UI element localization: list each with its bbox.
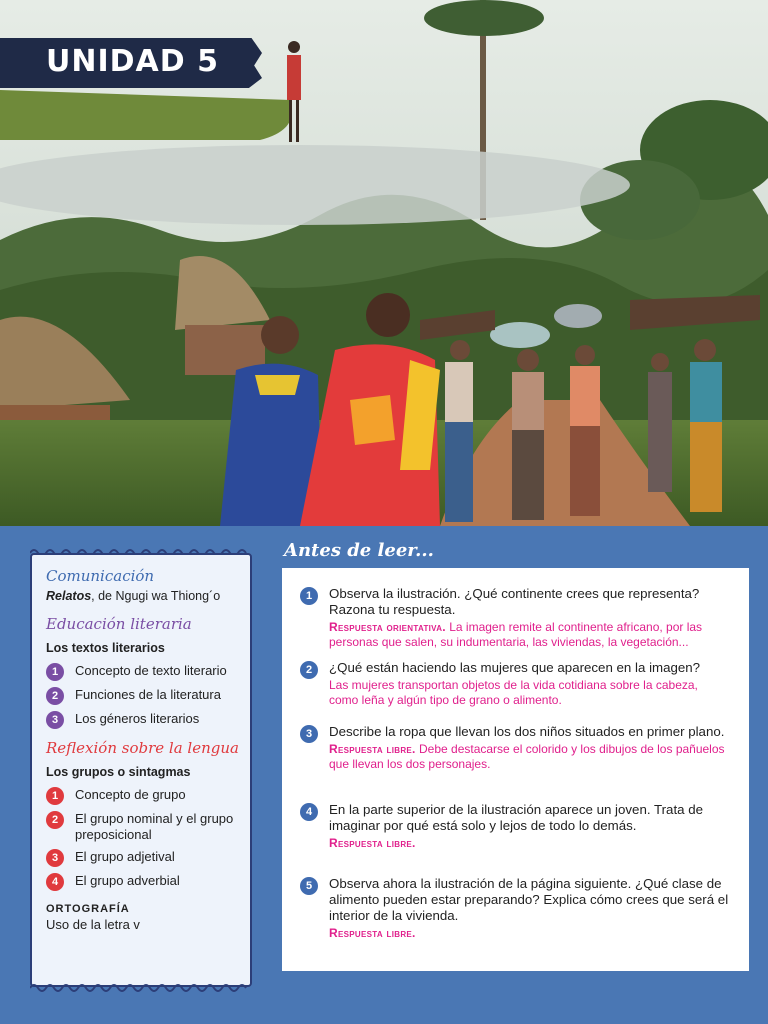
item-number: 2 <box>46 687 64 705</box>
answer-text: Debe destacarse el colorido y los dibujos de los pañuelos que llevan los dos personajes. <box>329 742 725 771</box>
question-answer <box>329 836 730 851</box>
answer-label: Respuesta libre. <box>329 926 416 940</box>
list-item <box>46 811 246 843</box>
questions-heading: Antes de leer... <box>284 540 434 561</box>
answer-label: Respuesta libre. <box>329 836 416 850</box>
answer-label: Respuesta libre. <box>329 742 416 756</box>
answer-text: La imagen remite al continente africano, por las personas que salen, su indumentaria, las viviendas, la vegetación... <box>329 620 703 649</box>
list-item <box>46 687 246 705</box>
ortografia-title: ORTOGRAFÍA <box>46 903 130 915</box>
relatos-title: Relatos <box>46 589 92 603</box>
list-item <box>46 849 246 867</box>
questions-panel <box>282 568 749 971</box>
question-item <box>300 586 730 650</box>
reflexion-subtitle: Los grupos o sintagmas <box>46 765 191 779</box>
question-text: ¿Qué están haciendo las mujeres que aparecen en la imagen? <box>329 660 701 675</box>
question-answer <box>329 742 730 772</box>
item-label: El grupo adjetival <box>75 849 175 864</box>
item-label: Concepto de texto literario <box>75 663 227 678</box>
list-item <box>46 663 246 681</box>
item-label: Concepto de grupo <box>75 787 186 802</box>
answer-label: Respuesta orientativa. <box>329 620 446 634</box>
ortografia-text: Uso de la letra v <box>46 917 140 932</box>
item-label: Funciones de la literatura <box>75 687 221 702</box>
question-text: En la parte superior de la ilustración aparece un joven. Trata de imaginar por qué está solo y lejos de todo lo demás. <box>329 802 704 833</box>
relatos-author: , de Ngugi wa Thiong´o <box>91 589 221 603</box>
item-number: 4 <box>46 873 64 891</box>
item-number: 2 <box>46 811 64 829</box>
question-item <box>300 724 730 772</box>
section-title-comunicacion: Comunicación <box>46 567 155 585</box>
question-number: 5 <box>300 877 318 895</box>
section-title-educacion: Educación literaria <box>46 615 192 633</box>
item-number: 3 <box>46 849 64 867</box>
relatos-line <box>46 589 246 603</box>
unit-title: UNIDAD 5 <box>46 44 219 79</box>
item-label: El grupo nominal y el grupo preposicional <box>75 811 234 842</box>
card-bottom-decoration <box>30 981 252 995</box>
question-text: Observa ahora la ilustración de la página siguiente. ¿Qué clase de alimento pueden estar preparando? Explica cómo crees que será el interior de la vivienda. <box>329 876 729 923</box>
question-text: Describe la ropa que llevan los dos niños situados en primer plano. <box>329 724 725 739</box>
question-number: 3 <box>300 725 318 743</box>
list-item <box>46 873 246 891</box>
question-number: 1 <box>300 587 318 605</box>
question-number: 2 <box>300 661 318 679</box>
answer-text: Las mujeres transportan objetos de la vida cotidiana sobre la cabeza, como leña y algún tipo de grano o alimento. <box>329 678 698 707</box>
list-item <box>46 787 246 805</box>
item-number: 3 <box>46 711 64 729</box>
question-item <box>300 876 730 941</box>
question-number: 4 <box>300 803 318 821</box>
contents-card <box>30 553 252 987</box>
question-answer <box>329 678 730 708</box>
question-text: Observa la ilustración. ¿Qué continente crees que representa? Razona tu respuesta. <box>329 586 700 617</box>
educacion-subtitle: Los textos literarios <box>46 641 165 655</box>
item-label: Los géneros literarios <box>75 711 200 726</box>
question-item <box>300 660 730 708</box>
list-item <box>46 711 246 729</box>
item-number: 1 <box>46 663 64 681</box>
item-number: 1 <box>46 787 64 805</box>
question-answer <box>329 926 730 941</box>
question-answer <box>329 620 730 650</box>
question-item <box>300 802 730 851</box>
section-title-reflexion: Reflexión sobre la lengua <box>46 739 239 757</box>
item-label: El grupo adverbial <box>75 873 180 888</box>
